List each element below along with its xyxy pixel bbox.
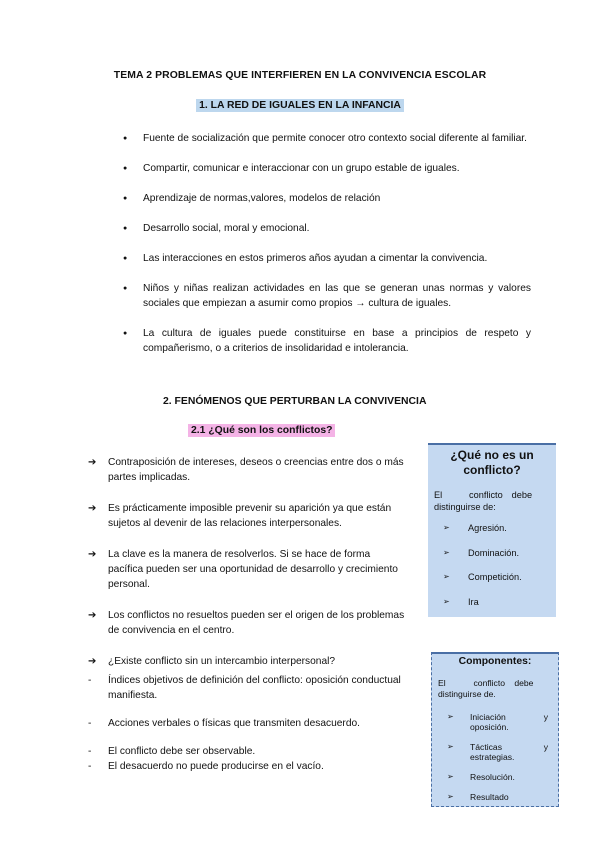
arrowhead-bullet-icon: ➢ — [443, 523, 450, 532]
components-box-intro — [432, 678, 558, 700]
document-title: TEMA 2 PROBLEMAS QUE INTERFIEREN EN LA CONVIVENCIA ESCOLAR — [113, 70, 487, 81]
arrowhead-bullet-icon: ➢ — [447, 712, 454, 721]
list-item-text: Iniciación — [470, 712, 506, 722]
intro-word: El — [438, 678, 446, 688]
list-item-text: estrategias. — [470, 752, 515, 762]
intro-word: debe — [514, 678, 534, 688]
components-box-title: Componentes: — [458, 656, 532, 667]
list-item-conjunction: y — [543, 742, 548, 752]
section-1-heading — [0, 100, 600, 111]
list-item — [428, 523, 556, 548]
arrowhead-bullet-icon: ➢ — [447, 772, 454, 781]
list-item: - Índices objetivos de definición del conflicto: oposición conductual manifiesta. — [88, 673, 408, 703]
list-item — [428, 597, 556, 622]
components-sidebar-box — [431, 652, 559, 807]
list-item — [432, 712, 558, 732]
no-conflict-box-intro — [428, 489, 556, 513]
intro-word: distinguirse de: — [434, 502, 496, 512]
list-item: ● Niños y niñas realizan actividades en las que se generan unas normas y valores sociales que empiezan a asumir como propios → cultura de iguales. — [123, 281, 531, 311]
intro-word: conflicto — [469, 490, 503, 500]
list-item: ● Aprendizaje de normas,valores, modelos de relación — [123, 191, 531, 206]
list-item: ● Compartir, comunicar e interaccionar con un grupo estable de iguales. — [123, 161, 531, 176]
arrowhead-bullet-icon: ➢ — [447, 792, 454, 801]
list-item: ● Fuente de socialización que permite conocer otro contexto social diferente al familiar. — [123, 131, 531, 146]
section-1-heading-text: 1. LA RED DE IGUALES EN LA INFANCIA — [196, 99, 404, 112]
arrowhead-bullet-icon: ➢ — [443, 596, 450, 606]
list-item: ➔ La clave es la manera de resolverlos. Si se hace de forma pacífica pueden ser una oportunidad de desarrollo y crecimiento personal. — [88, 547, 408, 592]
list-item-conjunction: y — [543, 712, 548, 722]
list-item-text: oposición. — [470, 722, 509, 732]
list-item-text: Ira — [468, 596, 479, 607]
section-2-1-heading — [188, 425, 335, 436]
list-item — [428, 548, 556, 573]
intro-word: distinguirse de. — [438, 689, 496, 699]
list-item: - Acciones verbales o físicas que transmiten desacuerdo. — [88, 716, 408, 731]
list-item: ➔ Es prácticamente imposible prevenir su aparición ya que están sujetos al devenir de las relaciones interpersonales. — [88, 501, 408, 531]
list-item — [432, 742, 558, 762]
list-item: ● Las interacciones en estos primeros años ayudan a cimentar la convivencia. — [123, 251, 531, 266]
components-list — [432, 712, 558, 802]
section-2-heading: 2. FENÓMENOS QUE PERTURBAN LA CONVIVENCIA — [163, 396, 427, 407]
list-item-text: Competición. — [468, 572, 522, 582]
section-1-bullet-list — [123, 131, 531, 371]
list-item: ➔ Contraposición de intereses, deseos o creencias entre dos o más partes implicadas. — [88, 455, 408, 485]
arrowhead-bullet-icon: ➢ — [443, 572, 450, 581]
no-conflict-list — [428, 523, 556, 621]
list-item-text: Resolución. — [470, 772, 515, 782]
conflict-dash-list — [88, 673, 408, 774]
list-item: ● Desarrollo social, moral y emocional. — [123, 221, 531, 236]
list-item — [432, 792, 558, 802]
list-item: ➔ ¿Existe conflicto sin un intercambio interpersonal? — [88, 654, 408, 669]
section-2-1-heading-text: 2.1 ¿Qué son los conflictos? — [188, 424, 335, 437]
list-item-text: Tácticas — [470, 742, 502, 752]
arrowhead-bullet-icon: ➢ — [447, 742, 454, 751]
list-item: - El desacuerdo no puede producirse en el vacío. — [88, 759, 408, 774]
list-item: ➔ Los conflictos no resueltos pueden ser el origen de los problemas de convivencia en el centro. — [88, 608, 408, 638]
list-item-text: Dominación. — [468, 547, 520, 558]
intro-word: El — [434, 490, 443, 500]
conflict-arrow-list — [88, 455, 408, 685]
list-item-text: Agresión. — [468, 523, 507, 533]
intro-word: debe — [511, 490, 533, 500]
no-conflict-sidebar-box — [428, 443, 556, 617]
arrowhead-bullet-icon: ➢ — [443, 547, 450, 557]
no-conflict-box-title: ¿Qué no es un conflicto? — [450, 448, 534, 477]
list-item: ● La cultura de iguales puede constituirse en base a principios de respeto y compañerismo, o a criterios de insolidaridad e intolerancia. — [123, 326, 531, 356]
list-item — [428, 572, 556, 597]
list-item-text: Resultado — [470, 792, 509, 802]
list-item: - El conflicto debe ser observable. — [88, 744, 408, 759]
intro-word: conflicto — [473, 678, 506, 688]
list-item — [432, 772, 558, 782]
